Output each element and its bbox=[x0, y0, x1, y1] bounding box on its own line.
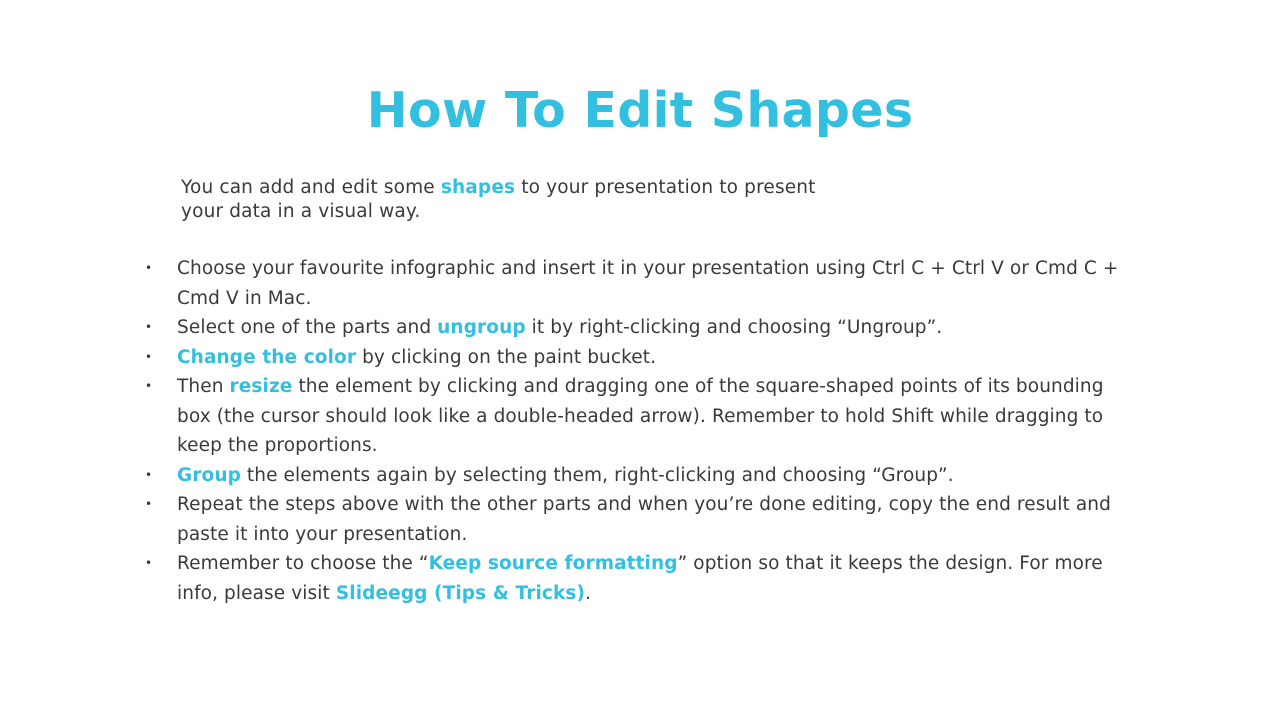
list-item bbox=[140, 461, 1140, 491]
intro-highlight: shapes bbox=[440, 177, 516, 198]
item-highlight: Change the color bbox=[177, 346, 357, 368]
list-item bbox=[140, 313, 1140, 343]
bullet-icon: • bbox=[145, 467, 153, 482]
item-text-before: Remember to choose the “ bbox=[177, 553, 429, 574]
tips-link[interactable]: Slideegg (Tips & Tricks) bbox=[335, 582, 586, 604]
list-item bbox=[140, 490, 1140, 549]
item-text-after: by clicking on the paint bucket. bbox=[356, 346, 657, 368]
list-item bbox=[140, 549, 1140, 608]
item-text-after: it by right-clicking and choosing “Ungroup”. bbox=[525, 317, 943, 338]
item-text-after: the element by clicking and dragging one of the square-shaped points of its bounding box (the cursor should look like a double-headed arrow). Remember to hold Shift while dragging to keep the proportions. bbox=[177, 376, 1104, 456]
item-highlight: ungroup bbox=[437, 317, 526, 338]
item-text-after: ” option so that it keeps the design. For more info, please visit bbox=[177, 553, 1103, 604]
intro-paragraph bbox=[181, 176, 831, 224]
item-text-before: Select one of the parts and bbox=[177, 317, 438, 338]
bullet-icon: • bbox=[145, 379, 153, 393]
list-item bbox=[140, 372, 1140, 461]
item-text-before: Then bbox=[177, 376, 230, 397]
item-text-after: Choose your favourite infographic and insert it in your presentation using Ctrl C + Ctrl V or Cmd C + Cmd V in Mac. bbox=[177, 258, 1119, 309]
intro-text-after: to your presentation to present your data in a visual way. bbox=[181, 177, 816, 222]
item-text-after: the elements again by selecting them, right-clicking and choosing “Group”. bbox=[240, 464, 954, 486]
list-item bbox=[140, 343, 1140, 373]
item-highlight: Keep source formatting bbox=[428, 553, 678, 574]
bullet-icon: • bbox=[145, 349, 153, 364]
bullet-icon: • bbox=[145, 320, 153, 334]
item-text-after: Repeat the steps above with the other parts and when you’re done editing, copy the end result and paste it into your presentation. bbox=[177, 494, 1111, 545]
item-highlight: resize bbox=[229, 376, 293, 397]
intro-text-before: You can add and edit some bbox=[181, 177, 441, 198]
instruction-list bbox=[140, 254, 1140, 608]
bullet-icon: • bbox=[145, 556, 153, 570]
item-text-end: . bbox=[585, 582, 592, 604]
list-item bbox=[140, 254, 1140, 313]
bullet-icon: • bbox=[145, 261, 153, 275]
bullet-icon: • bbox=[145, 497, 153, 511]
slide-title: How To Edit Shapes bbox=[366, 82, 914, 139]
item-highlight: Group bbox=[177, 464, 241, 486]
